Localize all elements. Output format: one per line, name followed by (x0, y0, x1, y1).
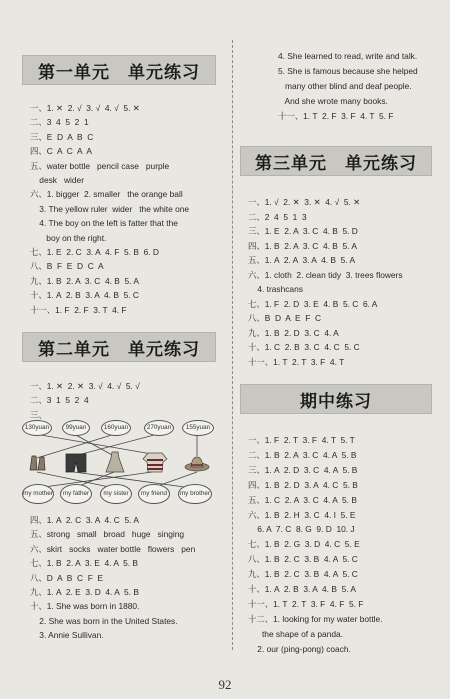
price-bubble: 270yuan (144, 420, 174, 436)
answer-line: 十、1. A 2. B 3. A 4. B 5. C (30, 290, 139, 301)
answer-line: 一、1. √ 2. ✕ 3. ✕ 4. √ 5. ✕ (248, 197, 361, 207)
answer-line: 九、1. B 2. D 3. C 4. A (248, 327, 339, 338)
answer-line: 九、1. B 2. C 3. B 4. A 5. C (248, 569, 358, 580)
answer-line: 五、1. A 2. A 3. A 4. B 5. A (248, 255, 356, 265)
answer-line: 八、D A B C F E (30, 572, 104, 583)
answer-line: 十一、1. T 2. F 3. F 4. T 5. F (278, 111, 394, 121)
sandals-icon (26, 452, 48, 474)
answer-line: 九、1. A 2. E 3. D 4. A 5. B (30, 587, 139, 597)
price-bubble: 155yuan (182, 420, 214, 436)
answer-line: 四、1. B 2. D 3. A 4. C 5. B (248, 479, 358, 490)
answer-line: 一、1. ✕ 2. ✕ 3. √ 4. √ 5. √ (30, 381, 140, 391)
answer-line: 九、1. B 2. A 3. C 4. B 5. A (30, 275, 139, 286)
person-bubble: my father (60, 484, 92, 504)
answer-line: 二、2 4 5 1 3 (248, 211, 307, 222)
answer-line: desk wider (30, 175, 84, 185)
page-number: 92 (218, 677, 232, 692)
answer-line: 四、1. A 2. C 3. A 4. C 5. A (30, 515, 139, 525)
answer-line: 五、1. C 2. A 3. C 4. A 5. B (248, 494, 357, 505)
price-bubble: 130yuan (22, 420, 52, 436)
person-bubble: my mother (22, 484, 54, 504)
answer-line: 二、1. B 2. A 3. C 4. A 5. B (248, 449, 357, 460)
midterm-title: 期中练习 (240, 384, 432, 414)
answer-line: many other blind and deaf people. (278, 81, 412, 91)
answer-line: 一、1. ✕ 2. √ 3. √ 4. √ 5. ✕ (30, 103, 140, 113)
answer-line: 十二、1. looking for my water bottle. (248, 613, 383, 624)
answer-line: 6. A 7. C 8. G 9. D 10. J (248, 524, 355, 535)
answer-line: 4. trashcans (248, 284, 303, 294)
column-divider (232, 40, 233, 650)
unit1-title: 第一单元 单元练习 (22, 55, 216, 85)
answer-line: 2. She was born in the United States. (30, 615, 178, 626)
answer-line: 七、1. B 2. G 3. D 4. C 5. E (248, 539, 360, 550)
answer-line: 四、C A C A A (30, 146, 92, 157)
answer-line: 六、1. bigger 2. smaller the orange ball (30, 189, 183, 200)
answer-line: 二、3 1 5 2 4 (30, 395, 89, 406)
answer-line: 三、1. A 2. D 3. C 4. A 5. B (248, 464, 358, 475)
answer-line: 3. The yellow ruler wider the white one (30, 203, 190, 214)
answer-line: And she wrote many books. (278, 96, 388, 106)
answer-line: 七、1. E 2. C 3. A 4. F 5. B 6. D (30, 247, 159, 257)
answer-line: 三、E D A B C (30, 131, 94, 142)
answer-line: 十一、1. T 2. T 3. F 4. T (248, 356, 345, 367)
answer-line: 七、1. B 2. A 3. E 4. A 5. B (30, 558, 139, 569)
answer-line: 十一、1. T 2. T 3. F 4. F 5. F (248, 598, 364, 609)
answer-line: 5. She is famous because she helped (278, 66, 418, 76)
answer-line: 三、1. E 2. A 3. C 4. B 5. D (248, 226, 358, 236)
unit2-title: 第二单元 单元练习 (22, 332, 216, 362)
answer-line: 六、1. B 2. H 3. C 4. I 5. E (248, 509, 356, 520)
unit3-title: 第三单元 单元练习 (240, 146, 432, 176)
answer-line: 3. Annie Sullivan. (30, 630, 104, 641)
answer-line: 三、 (30, 409, 47, 420)
person-bubble: my friend (138, 484, 170, 504)
answer-line: 五、strong small broad huge singing (30, 529, 185, 540)
dress-icon (104, 450, 126, 474)
answer-line: 八、B D A E F C (248, 313, 322, 323)
answer-line: 一、1. F 2. T 3. F 4. T 5. T (248, 435, 355, 445)
answer-line: 4. She learned to read, write and talk. (278, 51, 418, 61)
matching-figure (22, 420, 222, 510)
person-bubble: my brother (178, 484, 212, 504)
person-bubble: my sister (100, 484, 132, 504)
answer-line: 十、1. C 2. B 3. C 4. C 5. C (248, 342, 360, 352)
answer-line: 八、1. B 2. C 3. B 4. A 5. C (248, 554, 358, 565)
answer-line: 十、1. A 2. B 3. A 4. B 5. A (248, 584, 357, 594)
answer-line: 4. The boy on the left is fatter that the (30, 218, 178, 229)
answer-line: 五、water bottle pencil case purple (30, 160, 170, 171)
answer-line: boy on the right. (30, 232, 107, 243)
answer-line: 八、B F E D C A (30, 261, 104, 272)
answer-line: 2. our (ping-pong) coach. (248, 643, 351, 654)
sweater-icon (142, 450, 168, 474)
price-bubble: 99yuan (62, 420, 90, 436)
answer-line: 十一、1. F 2. F 3. T 4. F (30, 304, 127, 315)
answer-line: 四、1. B 2. A 3. C 4. B 5. A (248, 240, 357, 251)
answer-line: 六、1. cloth 2. clean tidy 3. trees flowers (248, 269, 403, 280)
shorts-icon (64, 452, 88, 474)
price-bubble: 160yuan (101, 420, 131, 436)
hat-icon (184, 454, 210, 472)
answer-line: 七、1. F 2. D 3. E 4. B 5. C 6. A (248, 298, 378, 309)
answer-line: 六、skirt socks water bottle flowers pen (30, 543, 196, 554)
answer-line: 十、1. She was born in 1880. (30, 601, 140, 612)
answer-line: 二、3 4 5 2 1 (30, 117, 89, 128)
answer-line: the shape of a panda. (248, 628, 343, 639)
